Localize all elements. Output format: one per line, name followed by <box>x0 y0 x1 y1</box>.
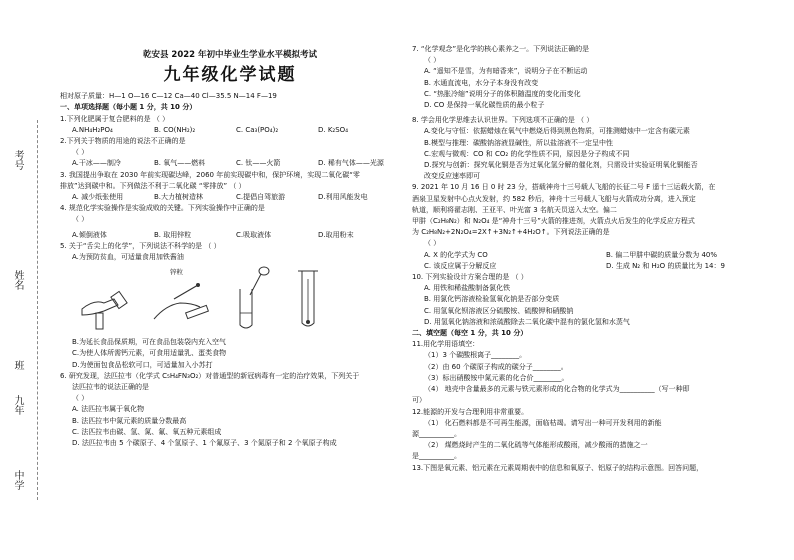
question-10-option-d: D. 用氢氧化钠溶液和浓硫酸除去二氧化碳中混有的氯化氢和水蒸气 <box>424 317 630 326</box>
question-8: 8. 学会用化学思维去认识世界。下列选项不正确的是 （ ） <box>412 116 594 125</box>
question-12-part-2: （2） 煤燃烧时产生的二氧化硫等气体能形成酸雨，减少酸雨的措施之一 <box>424 441 648 450</box>
question-6-line-2: 法匹拉韦的说法正确的是 <box>72 383 149 392</box>
question-10-option-b: B. 用氯化钙溶液检验氢氧化钠是否部分变质 <box>424 295 560 304</box>
zinc-label: 锌粒 <box>170 268 183 277</box>
option-d: D.取用粉末 <box>318 230 354 239</box>
question-12-part-1-cont: 源__________。 <box>412 429 461 438</box>
option-a: A. 减少纸张使用 <box>72 193 124 202</box>
option-a: A.倾倒液体 <box>72 230 107 239</box>
right-column <box>412 44 788 474</box>
option-b: B. 偏二甲肼中碳的质量分数为 40% <box>606 250 718 259</box>
zinc-granule-figure <box>148 269 214 335</box>
question-9-line-1: 9. 2021 年 10 月 16 日 0 时 23 分，搭载神舟十三号载人飞船的长征二号 F 遥十三运载火箭，在 <box>412 183 716 192</box>
question-11-part-1: （1）3 个碳酸根离子________。 <box>424 351 527 360</box>
option-c: C.提倡自驾旅游 <box>236 193 286 202</box>
dropper-figure <box>226 265 276 335</box>
question-6-option-b: B. 法匹拉韦中氮元素的质量分数最高 <box>72 416 187 425</box>
question-8-option-c: C.宏观与微观：CO 和 CO₂ 的化学性质不同，原因是分子构成不同 <box>424 149 630 158</box>
option-a: A.NH₄H₂PO₄ <box>72 125 113 134</box>
question-3-options <box>60 192 400 203</box>
option-a: A.干冰——制冷 <box>72 159 121 168</box>
option-d: D.利用风能发电 <box>318 193 368 202</box>
option-c: C. 该反应属于分解反应 <box>424 261 497 270</box>
question-4-options <box>60 230 400 241</box>
question-7-option-b: B. 水通直流电，水分子本身没有改变 <box>424 78 539 87</box>
option-a: A. X 的化学式为 CO <box>424 250 488 259</box>
question-12-part-1: （1） 化石燃料都是不可再生能源，面临枯竭。请写出一种可开发利用的新能 <box>424 418 662 427</box>
question-3-line-1: 3. 我国提出争取在 2030 年前实现碳达峰，2060 年前实现碳中和，保护环境，实现二氧化碳“零 <box>60 170 360 179</box>
atomic-masses: 相对原子质量：H—1 O—16 C—12 Ca—40 Cl—35.5 N—14 F—19 <box>60 92 277 101</box>
lab-figures <box>60 265 400 335</box>
section-1-heading: 一、单项选择题（每小题 1 分，共 10 分） <box>60 103 197 112</box>
question-1: 1.下列化肥属于复合肥料的是 （ ） <box>60 114 170 123</box>
option-b: B.大力植树造林 <box>154 193 204 202</box>
option-d: D. K₂SO₄ <box>318 125 348 134</box>
question-2-paren: （ ） <box>72 148 89 157</box>
question-1-options <box>60 125 400 136</box>
question-5-option-b: B.为延长食品保质期，可在食品包装袋内充入空气 <box>72 338 227 347</box>
question-9-line-2: 酒泉卫星发射中心点火发射，约 582 秒后，神舟十三号载人飞船与火箭成功分离，进入预定 <box>412 194 696 203</box>
option-c: C. Ca₃(PO₄)₂ <box>236 125 279 134</box>
option-b: B. 氧气——燃料 <box>154 159 206 168</box>
powder-test-tube-figure <box>288 265 328 335</box>
question-3-line-2: 排放”达到碳中和。下列做法不利于二氧化碳 “零排放” （ ） <box>60 181 246 190</box>
question-7-option-c: C. “热胀冷缩”说明分子的体积随温度的变化而变化 <box>424 89 581 98</box>
question-11-part-4: （4） 地壳中含量最多的元素与铁元素形成的化合物的化学式为__________（写一种即 <box>424 385 690 394</box>
question-7-option-a: A. “遥知不是雪，为有暗香来”，说明分子在不断运动 <box>424 67 588 76</box>
pouring-liquid-figure <box>74 269 136 335</box>
question-9-options-ab <box>412 250 788 261</box>
question-6-option-d: D. 法匹拉韦由 5 个碳原子、4 个氢原子、1 个氟原子、3 个氮原子和 2 个氧原子构成 <box>72 439 337 448</box>
question-5-option-a: A.为预防贫血，可适量食用加铁酱油 <box>72 253 184 262</box>
section-2-heading: 二、填空题（每空 1 分，共 10 分） <box>412 329 528 338</box>
side-label-school: 中学 <box>12 470 23 490</box>
question-12-part-2-cont: 是__________。 <box>412 452 461 461</box>
side-label-class: 班 <box>12 360 23 370</box>
option-c: C.吸取液体 <box>236 230 272 239</box>
question-7-paren: （ ） <box>424 56 441 65</box>
question-11-part-4-cont: 可） <box>412 396 426 405</box>
question-10: 10. 下列实验设计方案合理的是 （ ） <box>412 273 528 282</box>
question-8-option-d: D.探究与创新：探究氧化铜是否为过氧化氢分解的催化剂，只需设计实验证明氧化铜能否 <box>424 161 698 170</box>
question-6-line-1: 6. 研究发现，法匹拉韦（化学式 C₅H₄FN₃O₂）对普通型的新冠病毒有一定的治疗效果，下列关于 <box>60 371 360 380</box>
option-c: C. 钛——火箭 <box>236 159 281 168</box>
question-9-line-5: 为 C₂H₈N₂+2N₂O₄=2X↑+3N₂↑+4H₂O↑。下列说法正确的是 <box>412 228 610 237</box>
exam-school-line: 乾安县 2022 年初中毕业生学业水平模拟考试 <box>142 50 318 60</box>
question-2-options <box>60 158 400 169</box>
question-9-line-3: 轨道，顺利将翟志刚、王亚平、叶光富 3 名航天员送入太空。偏二 <box>412 205 617 214</box>
question-11: 11.用化学用语填空： <box>412 340 480 349</box>
question-2: 2.下列关于物质的用途的说法不正确的是 <box>60 137 186 146</box>
question-7: 7. “化学观念”是化学的核心素养之一。下列说法正确的是 <box>412 45 590 53</box>
option-d: D. 生成 N₂ 和 H₂O 的质量比为 14：9 <box>606 261 725 270</box>
side-label-grade: 九年 <box>12 395 23 415</box>
question-8-option-b: B.模型与推理：碳酸钠溶液显碱性，所以盐溶液不一定呈中性 <box>424 138 614 147</box>
question-8-option-a: A.变化与守恒：依据蜡烛在氧气中燃烧后得到黑色物质，可推测蜡烛中一定含有碳元素 <box>424 127 690 136</box>
option-d: D. 稀有气体——光源 <box>318 159 384 168</box>
question-7-option-d: D. CO 是保持一氧化碳性质的最小粒子 <box>424 101 545 110</box>
side-label-exam-no: 考号 <box>12 150 23 170</box>
question-10-option-a: A. 用铁和稀盐酸制备氯化铁 <box>424 284 511 293</box>
option-b: B. 取用锌粒 <box>154 230 192 239</box>
question-4: 4. 规范化学实验操作是实验成败的关键。下列实验操作中正确的是 <box>60 204 265 213</box>
question-9-options-cd <box>412 261 788 272</box>
question-11-part-3: （3）标出硝酸铵中氮元素的化合价________。 <box>424 373 569 382</box>
question-6-paren: （ ） <box>72 394 89 403</box>
question-4-paren: （ ） <box>72 215 89 224</box>
question-13: 13.下图是氧元素、铝元素在元素周期表中的信息和氧原子、铝原子的结构示意图。回答问题， <box>412 463 704 472</box>
question-9-line-4: 甲肼（C₂H₈N₂）和 N₂O₄ 是“神舟十三号”火箭的推进剂，火箭点火后发生的化学反应方程式 <box>412 217 695 226</box>
option-b: B. CO(NH₂)₂ <box>154 125 196 134</box>
question-6-option-a: A. 法匹拉韦属于氧化物 <box>72 405 145 414</box>
question-5-option-c: C.为使人体所需钙元素，可食用适量乳、蛋类食物 <box>72 349 227 358</box>
question-6-option-c: C. 法匹拉韦由碳、氢、氮、氟、氧五种元素组成 <box>72 427 222 436</box>
binding-margin <box>0 0 50 560</box>
question-11-part-2: （2）由 60 个碳原子构成的碳分子________。 <box>424 362 568 371</box>
question-9-paren: （ ） <box>424 239 441 248</box>
binding-line <box>37 120 38 500</box>
side-label-name: 姓名 <box>12 270 23 290</box>
question-10-option-c: C. 用氢氧化钡溶液区分硫酸铵、硫酸钾和硝酸钠 <box>424 306 574 315</box>
question-8-option-d-cont: 改变反应速率即可 <box>424 172 480 181</box>
question-5-option-d: D.为使面包食品松软可口，可适量加入小苏打 <box>72 360 213 369</box>
left-column <box>60 44 400 449</box>
question-12: 12.能源的开发与合理利用非常重要。 <box>412 407 529 416</box>
page-title: 九年级化学试题 <box>163 65 297 86</box>
question-5: 5. 关于“舌尖上的化学”，下列说法不科学的是 （ ） <box>60 241 221 250</box>
